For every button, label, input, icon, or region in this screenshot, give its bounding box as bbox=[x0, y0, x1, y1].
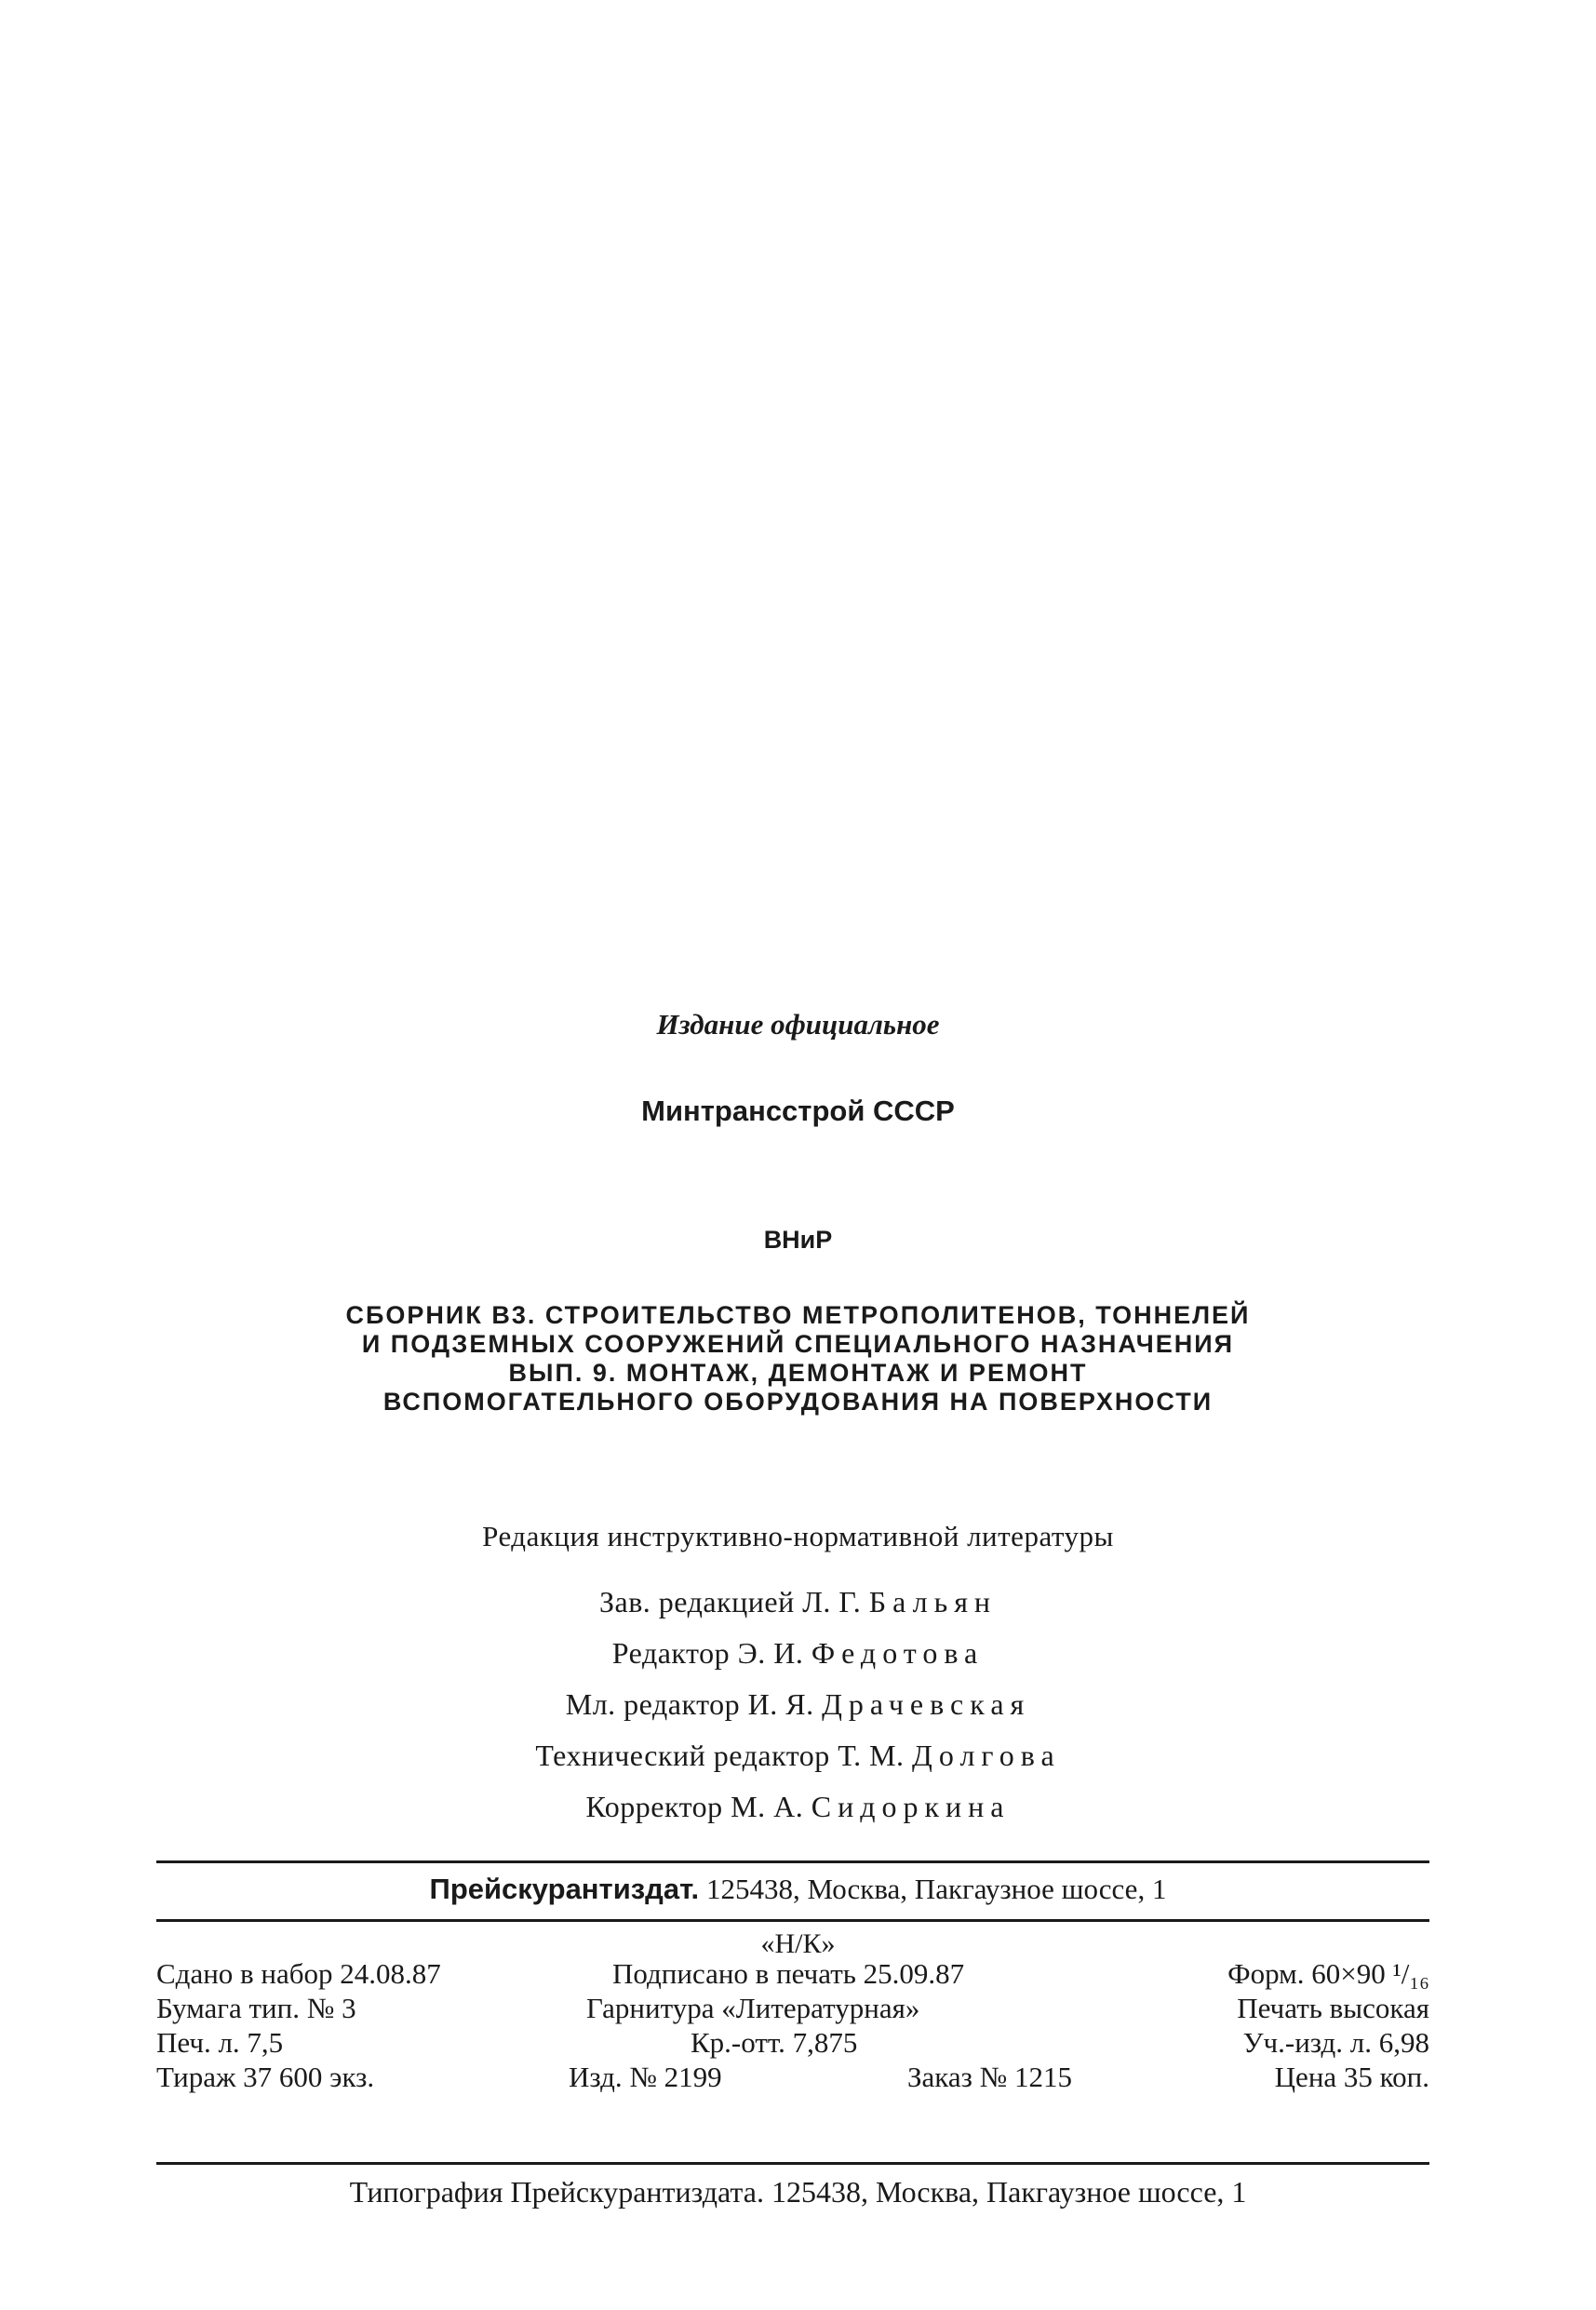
imprint-table bbox=[156, 1956, 1429, 2094]
divider-rule bbox=[156, 2162, 1429, 2165]
staff-name: Федотова bbox=[811, 1636, 985, 1670]
staff-line bbox=[0, 1636, 1596, 1671]
imprint-cell: Подписано в печать 25.09.87 bbox=[612, 1957, 965, 1990]
imprint-row bbox=[156, 2025, 1429, 2060]
staff-role: Зав. редакцией Л. Г. bbox=[598, 1585, 862, 1618]
publisher-address: 125438, Москва, Пакгаузное шоссе, 1 bbox=[705, 1873, 1167, 1905]
staff-role: Мл. редактор И. Я. bbox=[565, 1687, 814, 1721]
imprint-cell: Кр.-отт. 7,875 bbox=[691, 2026, 858, 2059]
document-code: ВНиР bbox=[763, 1226, 833, 1254]
imprint-cell: Заказ № 1215 bbox=[907, 2061, 1072, 2093]
title-line: ВСПОМОГАТЕЛЬНОГО ОБОРУДОВАНИЯ НА ПОВЕРХНОСТИ bbox=[382, 1388, 1214, 1416]
imprint-cell: Изд. № 2199 bbox=[569, 2061, 722, 2093]
title-line: ВЫП. 9. МОНТАЖ, ДЕМОНТАЖ И РЕМОНТ bbox=[508, 1359, 1088, 1387]
staff-name: Бальян bbox=[868, 1585, 998, 1618]
imprint-cell: Бумага тип. № 3 bbox=[156, 1992, 356, 2024]
edition-note: Издание официальное bbox=[656, 1008, 940, 1041]
nk-mark: «Н/К» bbox=[760, 1928, 836, 1959]
imprint-cell: Сдано в набор 24.08.87 bbox=[156, 1957, 441, 1990]
staff-name: Драчевская bbox=[822, 1687, 1031, 1721]
ministry-name: Минтрансстрой СССР bbox=[641, 1095, 955, 1127]
imprint-row bbox=[156, 1956, 1429, 1991]
title-line: СБОРНИК В3. СТРОИТЕЛЬСТВО МЕТРОПОЛИТЕНОВ, ТОННЕЛЕЙ bbox=[345, 1301, 1251, 1329]
imprint-cell: Тираж 37 600 экз. bbox=[156, 2061, 375, 2093]
divider-rule bbox=[156, 1860, 1429, 1863]
staff-role: Технический редактор Т. М. bbox=[535, 1739, 905, 1772]
staff-line bbox=[0, 1739, 1596, 1773]
staff-role: Корректор М. А. bbox=[585, 1790, 804, 1823]
divider-rule bbox=[156, 1919, 1429, 1922]
imprint-cell: Печ. л. 7,5 bbox=[156, 2026, 284, 2059]
staff-name: Долгова bbox=[912, 1739, 1061, 1772]
imprint-cell: Печать высокая bbox=[1237, 1992, 1429, 2024]
staff-role: Редактор Э. И. bbox=[611, 1636, 804, 1670]
imprint-row bbox=[156, 2060, 1429, 2094]
imprint-cell: Цена 35 коп. bbox=[1274, 2061, 1429, 2093]
staff-name: Сидоркина bbox=[811, 1790, 1011, 1823]
imprint-row bbox=[156, 1991, 1429, 2025]
typography-line: Типография Прейскурантиздата. 125438, Москва, Пакгаузное шоссе, 1 bbox=[349, 2175, 1247, 2209]
staff-line bbox=[0, 1790, 1596, 1824]
document-title bbox=[0, 1301, 1596, 1417]
staff-line bbox=[0, 1585, 1596, 1619]
redaction-line: Редакция инструктивно-нормативной литературы bbox=[482, 1520, 1114, 1552]
imprint-cell: Уч.-изд. л. 6,98 bbox=[1242, 2026, 1429, 2059]
imprint-cell: Форм. 60×90 ¹/₁₆ bbox=[1227, 1957, 1429, 1990]
staff-line bbox=[0, 1687, 1596, 1722]
imprint-cell: Гарнитура «Литературная» bbox=[586, 1992, 920, 2024]
publisher-line bbox=[0, 1873, 1596, 1906]
publisher-name: Прейскурантиздат. bbox=[429, 1873, 700, 1905]
title-line: И ПОДЗЕМНЫХ СООРУЖЕНИЙ СПЕЦИАЛЬНОГО НАЗНАЧЕНИЯ bbox=[361, 1330, 1235, 1358]
